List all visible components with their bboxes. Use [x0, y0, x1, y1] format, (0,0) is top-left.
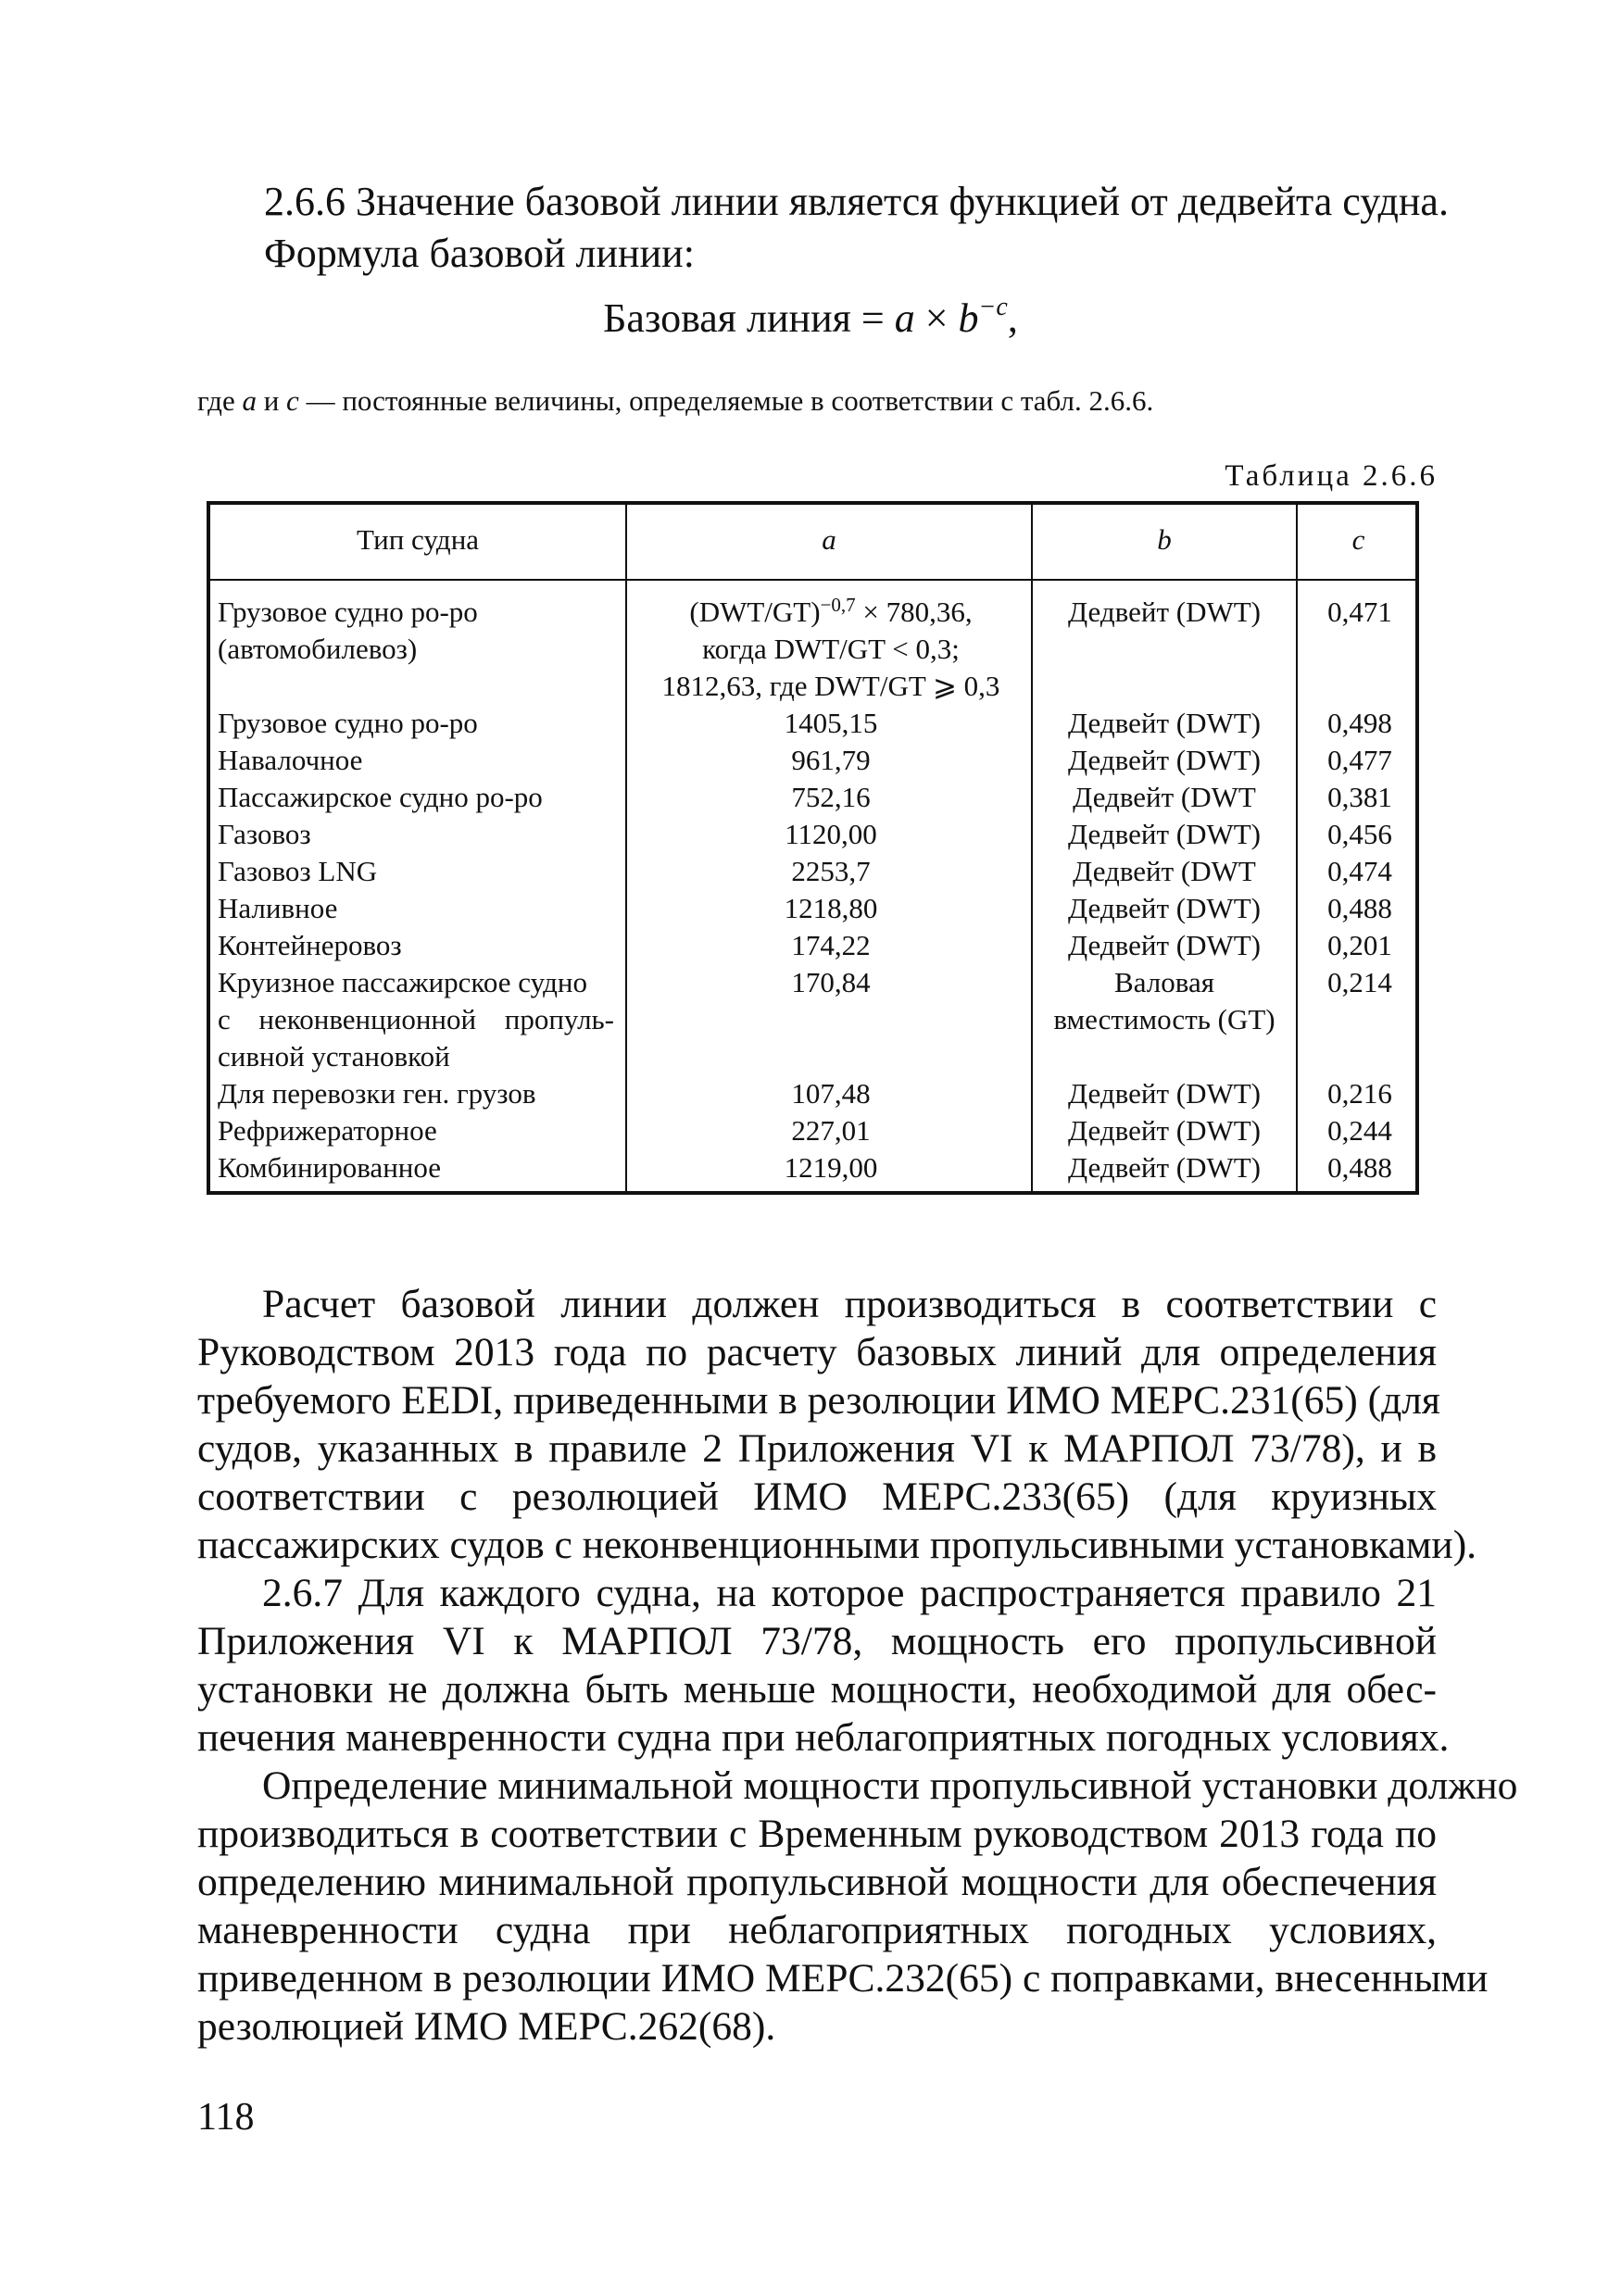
- cell-c: 0,214: [1327, 966, 1392, 998]
- formula-a: a: [894, 295, 915, 341]
- cell-b: вместимость (GT): [1053, 1003, 1275, 1035]
- cell-b: Дедвейт (DWT): [1068, 707, 1261, 739]
- where-prefix: где: [197, 384, 243, 417]
- cell-c: 0,381: [1327, 781, 1392, 813]
- formula-tail: ,: [1007, 295, 1018, 341]
- cell-a: 227,01: [791, 1114, 871, 1147]
- where-a: a: [242, 384, 257, 417]
- cell-c: 0,216: [1327, 1077, 1392, 1110]
- cell-a-base: (DWT/GT): [689, 596, 821, 628]
- cell-a: 1120,00: [785, 818, 877, 850]
- cell-b: Дедвейт (DWT): [1068, 744, 1261, 776]
- text-line: определению минимальной пропульсивной мощности для обеспечения: [197, 1860, 1437, 1904]
- cell-type: Для перевозки ген. грузов: [218, 1077, 536, 1110]
- cell-a: 107,48: [791, 1077, 871, 1110]
- formula-left: Базовая линия =: [603, 295, 895, 341]
- cell-c: 0,471: [1327, 596, 1392, 628]
- cell-c: 0,498: [1327, 707, 1392, 739]
- cell-b: Дедвейт (DWT): [1068, 1114, 1261, 1147]
- formula-b: b: [958, 295, 979, 341]
- cell-b: Дедвейт (DWT): [1068, 818, 1261, 850]
- cell-a: 1218,80: [784, 892, 878, 924]
- cell-type: Грузовое судно ро-ро: [218, 596, 478, 628]
- column-divider: [1296, 505, 1298, 1191]
- cell-a: 1812,63, где DWT/GT ⩾ 0,3: [661, 670, 1000, 702]
- table-caption: Таблица 2.6.6: [1225, 459, 1438, 493]
- formula-times: ×: [914, 295, 959, 341]
- cell-type: сивной установкой: [218, 1040, 450, 1073]
- cell-c: 0,477: [1327, 744, 1392, 776]
- paragraph-baseline-calculation: [197, 1280, 1477, 1569]
- column-divider: [1031, 505, 1033, 1191]
- text-line: пассажирских судов с неконвенционными пропульсивными установками).: [197, 1523, 1477, 1567]
- text-line: печения маневренности судна при неблагоприятных погодных условиях.: [197, 1715, 1450, 1760]
- cell-b: Дедвейт (DWT): [1068, 1077, 1261, 1110]
- cell-a: 961,79: [791, 744, 871, 776]
- text-line: резолюцией ИМО MEPC.262(68).: [197, 2004, 776, 2049]
- cell-c: 0,488: [1327, 1151, 1392, 1184]
- cell-c: 0,474: [1327, 855, 1392, 887]
- text-line: Руководством 2013 года по расчету базовых линий для определения: [197, 1330, 1437, 1374]
- cell-a: [631, 594, 1031, 631]
- cell-b: Дедвейт (DWT: [1073, 855, 1256, 887]
- cell-b: Дедвейт (DWT): [1068, 596, 1261, 628]
- header-a: a: [822, 523, 836, 556]
- cell-type: с неконвенционной пропуль-: [218, 1003, 614, 1035]
- header-divider: [210, 579, 1415, 581]
- cell-type: Газовоз LNG: [218, 855, 378, 887]
- cell-a: 170,84: [791, 966, 871, 998]
- cell-a: 1405,15: [784, 707, 878, 739]
- cell-b: Дедвейт (DWT): [1068, 929, 1261, 961]
- cell-type: Круизное пассажирское судно: [218, 966, 587, 998]
- text-line: маневренности судна при неблагоприятных погодных условиях,: [197, 1908, 1437, 1952]
- cell-a: когда DWT/GT < 0,3;: [702, 633, 960, 665]
- cell-a: 2253,7: [791, 855, 871, 887]
- text-line: судов, указанных в правиле 2 Приложения VI к МАРПОЛ 73/78), и в: [197, 1426, 1437, 1471]
- where-and: и: [256, 384, 287, 417]
- page-number: 118: [197, 2096, 255, 2139]
- baseline-formula: [0, 293, 1621, 345]
- cell-b: Валовая: [1114, 966, 1214, 998]
- paragraph-minimum-power: [197, 1762, 1518, 2051]
- text-line: установки не должна быть меньше мощности, необходимой для обес-: [197, 1667, 1437, 1712]
- paragraph-2-6-7: [197, 1569, 1450, 1762]
- formula-explanation: [197, 382, 1457, 420]
- heading-line-1: 2.6.6 Значение базовой линии является функцией от дедвейта судна.: [264, 179, 1449, 224]
- cell-a: 174,22: [791, 929, 871, 961]
- where-rest: — постоянные величины, определяемые в соответствии с табл. 2.6.6.: [298, 384, 1154, 417]
- cell-type: Комбинированное: [218, 1151, 442, 1184]
- column-divider: [625, 505, 627, 1191]
- cell-a-tail: × 780,36,: [855, 596, 973, 628]
- text-line: Определение минимальной мощности пропульсивной установки должно: [262, 1763, 1518, 1808]
- section-heading: [264, 176, 1459, 280]
- cell-b: Дедвейт (DWT): [1068, 892, 1261, 924]
- cell-c: 0,201: [1327, 929, 1392, 961]
- baseline-table: [207, 501, 1419, 1195]
- text-line: Расчет базовой линии должен производиться в соответствии с: [262, 1282, 1437, 1326]
- text-line: Приложения VI к МАРПОЛ 73/78, мощность его пропульсивной: [197, 1619, 1437, 1663]
- text-line: производиться в соответствии с Временным руководством 2013 года по: [197, 1812, 1437, 1856]
- text-line: соответствии с резолюцией ИМО MEPC.233(65) (для круизных: [197, 1474, 1437, 1519]
- text-line: требуемого EEDI, приведенными в резолюции ИМО MEPC.231(65) (для: [197, 1378, 1440, 1423]
- cell-b: Дедвейт (DWT: [1073, 781, 1256, 813]
- cell-type: Грузовое судно ро-ро: [218, 707, 478, 739]
- cell-type: Контейнеровоз: [218, 929, 402, 961]
- cell-b: Дедвейт (DWT): [1068, 1151, 1261, 1184]
- cell-c: 0,244: [1327, 1114, 1392, 1147]
- cell-c: 0,488: [1327, 892, 1392, 924]
- header-c: c: [1351, 523, 1365, 556]
- text-line: 2.6.7 Для каждого судна, на которое распространяется правило 21: [262, 1571, 1437, 1615]
- text-line: приведенном в резолюции ИМО MEPC.232(65) с поправками, внесенными: [197, 1956, 1489, 2001]
- cell-a-exponent: −0,7: [820, 594, 856, 616]
- heading-line-2: Формула базовой линии:: [264, 231, 695, 276]
- cell-type: Наливное: [218, 892, 338, 924]
- where-c: c: [286, 384, 299, 417]
- header-ship-type: Тип судна: [356, 523, 480, 556]
- formula-exponent: −c: [978, 293, 1008, 321]
- cell-type: (автомобилевоз): [218, 633, 418, 665]
- header-b: b: [1157, 523, 1172, 556]
- cell-c: 0,456: [1327, 818, 1392, 850]
- cell-type: Пассажирское судно ро-ро: [218, 781, 543, 813]
- cell-a: 1219,00: [784, 1151, 878, 1184]
- cell-a: 752,16: [791, 781, 871, 813]
- cell-type: Рефрижераторное: [218, 1114, 437, 1147]
- cell-type: Газовоз: [218, 818, 311, 850]
- cell-type: Навалочное: [218, 744, 363, 776]
